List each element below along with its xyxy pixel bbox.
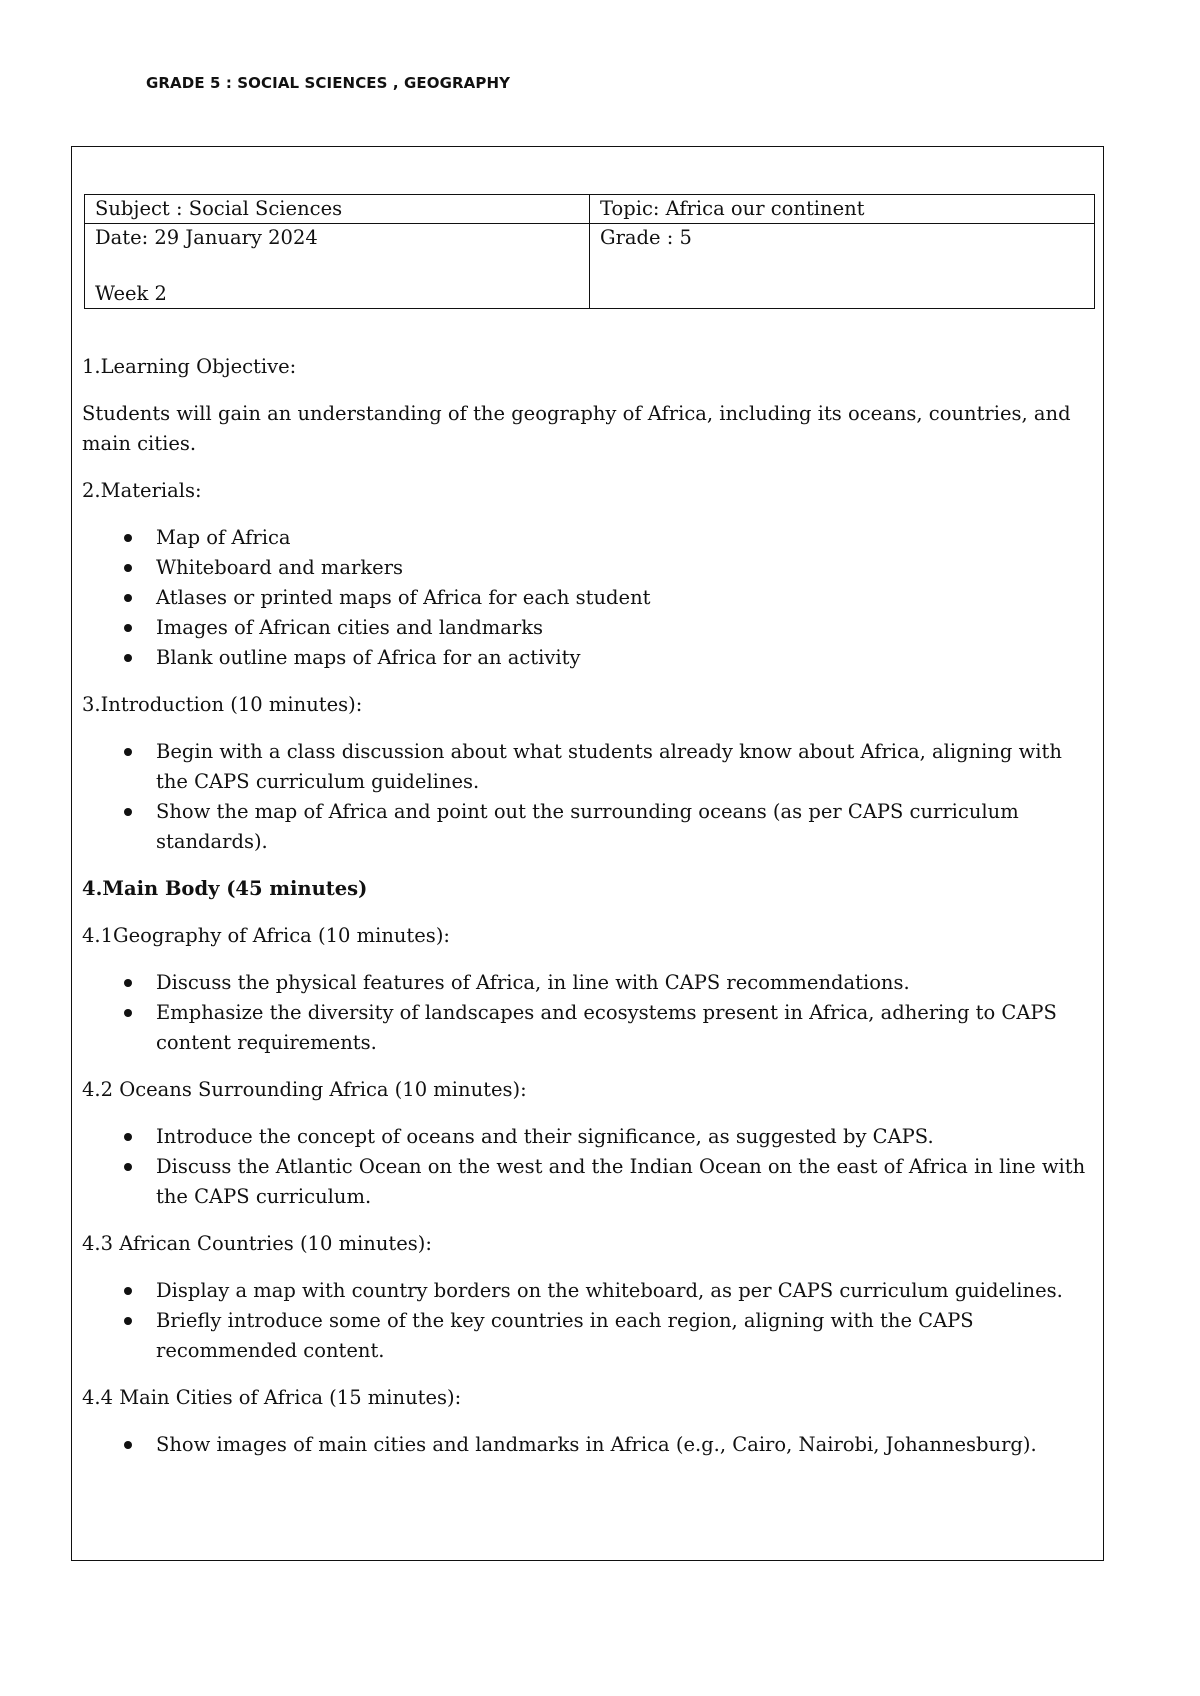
bullet-icon [124,534,132,542]
geography-list [82,968,1092,1058]
introduction-heading: 3.Introduction (10 minutes): [82,693,363,716]
grade-cell: Grade : 5 [590,224,1095,309]
bullet-icon [124,594,132,602]
lesson-body [82,352,1092,1477]
bullet-icon [124,624,132,632]
list-item: Atlases or printed maps of Africa for each student [82,583,1092,613]
list-item: Whiteboard and markers [82,553,1092,583]
week-text: Week 2 [95,282,167,305]
date-week-cell [85,224,590,309]
main-body-heading: 4.Main Body (45 minutes) [82,877,368,900]
list-item: Map of Africa [82,523,1092,553]
list-item: Show the map of Africa and point out the surrounding oceans (as per CAPS curriculum standards). [82,797,1092,857]
oceans-list [82,1122,1092,1212]
list-item: Emphasize the diversity of landscapes and ecosystems present in Africa, adhering to CAPS content requirements. [82,998,1092,1058]
subject-cell: Subject : Social Sciences [85,195,590,224]
bullet-icon [124,564,132,572]
cities-heading: 4.4 Main Cities of Africa (15 minutes): [82,1386,462,1409]
bullet-icon [124,808,132,816]
list-item: Introduce the concept of oceans and their significance, as suggested by CAPS. [82,1122,1092,1152]
list-item: Begin with a class discussion about what students already know about Africa, aligning with the CAPS curriculum guidelines. [82,737,1092,797]
lesson-info-table [84,194,1095,309]
bullet-icon [124,1163,132,1171]
topic-cell: Topic: Africa our continent [590,195,1095,224]
bullet-icon [124,748,132,756]
list-item: Images of African cities and landmarks [82,613,1092,643]
geography-heading: 4.1Geography of Africa (10 minutes): [82,924,450,947]
objective-heading: 1.Learning Objective: [82,355,297,378]
cities-list [82,1430,1092,1460]
list-item: Discuss the physical features of Africa, in line with CAPS recommendations. [82,968,1092,998]
bullet-icon [124,1287,132,1295]
list-item: Discuss the Atlantic Ocean on the west and the Indian Ocean on the east of Africa in line with the CAPS curriculum. [82,1152,1092,1212]
list-item: Show images of main cities and landmarks in Africa (e.g., Cairo, Nairobi, Johannesburg). [82,1430,1092,1460]
list-item: Blank outline maps of Africa for an activity [82,643,1092,673]
countries-list [82,1276,1092,1366]
bullet-icon [124,654,132,662]
introduction-list [82,737,1092,857]
materials-list [82,523,1092,673]
bullet-icon [124,1441,132,1449]
bullet-icon [124,979,132,987]
bullet-icon [124,1317,132,1325]
objective-text: Students will gain an understanding of the geography of Africa, including its oceans, countries, and main cities. [82,402,1071,455]
list-item: Display a map with country borders on the whiteboard, as per CAPS curriculum guidelines. [82,1276,1092,1306]
countries-heading: 4.3 African Countries (10 minutes): [82,1232,432,1255]
oceans-heading: 4.2 Oceans Surrounding Africa (10 minutes): [82,1078,527,1101]
page-title: GRADE 5 : SOCIAL SCIENCES , GEOGRAPHY [146,74,511,92]
materials-heading: 2.Materials: [82,479,202,502]
list-item: Briefly introduce some of the key countries in each region, aligning with the CAPS recommended content. [82,1306,1092,1366]
date-text: Date: 29 January 2024 [95,226,318,249]
bullet-icon [124,1133,132,1141]
bullet-icon [124,1009,132,1017]
lesson-plan-frame [71,146,1104,1561]
